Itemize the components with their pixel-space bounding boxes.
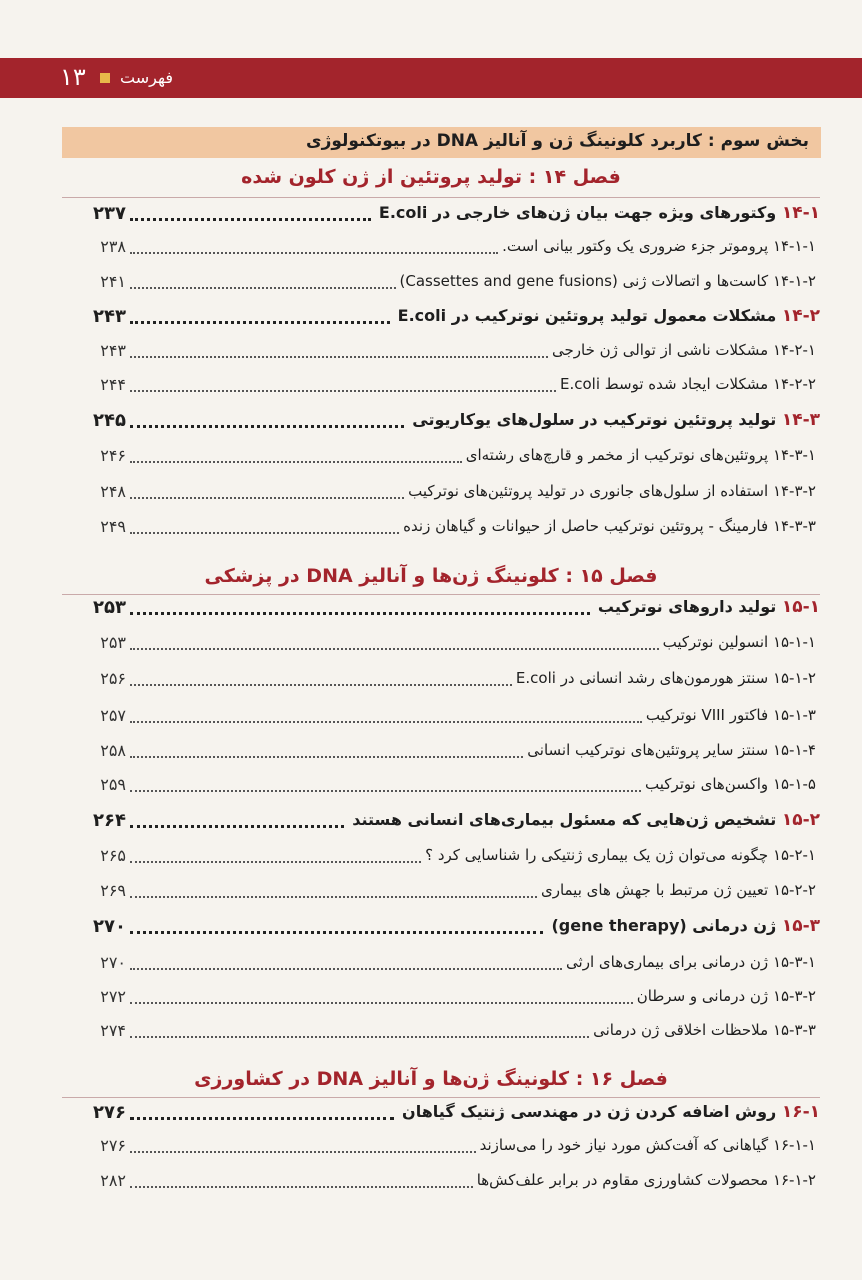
toc-entry[interactable] xyxy=(62,775,820,805)
toc-entry[interactable] xyxy=(62,1136,820,1166)
toc-text: ۱۴-۲ مشکلات معمول تولید پروتئین نوترکیب در E.coli xyxy=(397,306,820,326)
toc-text: ۱۴-۲-۱ مشکلات ناشی از توالی ژن خارجی xyxy=(552,341,816,359)
toc-entry[interactable] xyxy=(62,1102,820,1132)
leader-dots xyxy=(130,790,641,792)
toc-entry[interactable] xyxy=(62,881,820,911)
leader-dots xyxy=(130,825,344,828)
leader-dots xyxy=(130,321,390,324)
toc-text: ۱۴-۳-۱ پروتئین‌های نوترکیب از مخمر و قارچ‌های رشته‌ای xyxy=(465,446,816,464)
toc-entry[interactable] xyxy=(62,953,820,983)
toc-entry[interactable] xyxy=(62,741,820,771)
leader-dots xyxy=(130,252,498,254)
section-number: ۱۵-۳ xyxy=(781,916,820,936)
leader-dots xyxy=(130,1186,473,1188)
toc-text: ۱۴-۳-۳ فارمینگ - پروتئین نوترکیب حاصل از حیوانات و گیاهان زنده xyxy=(403,517,816,535)
toc-text: ۱۵-۱-۳ فاکتور VIII نوترکیب xyxy=(645,706,816,724)
toc-page: ۲۷۰ xyxy=(93,916,126,937)
toc-page: ۲۴۳ xyxy=(93,306,126,327)
section-title: بخش سوم : کاربرد کلونینگ ژن و آنالیز DNA در بیوتکنولوژی xyxy=(62,127,821,158)
toc-entry[interactable] xyxy=(62,517,820,547)
leader-dots xyxy=(130,497,404,499)
page-number: ۱۳ xyxy=(60,63,86,91)
toc-page: ۲۶۵ xyxy=(100,846,126,865)
toc-page: ۲۷۲ xyxy=(100,987,126,1006)
leader-dots xyxy=(130,1151,476,1153)
toc-entry[interactable] xyxy=(62,1021,820,1051)
toc-entry[interactable] xyxy=(62,669,820,699)
toc-entry[interactable] xyxy=(62,306,820,336)
toc-text: ۱۵-۲ تشخیص ژن‌هایی که مسئول بیماری‌های انسانی هستند xyxy=(352,810,820,830)
toc-text: ۱۵-۳-۳ ملاحظات اخلاقی ژن درمانی xyxy=(593,1021,816,1039)
toc-entry[interactable] xyxy=(62,987,820,1017)
leader-dots xyxy=(130,612,590,615)
section-number: ۱۴-۳ xyxy=(781,410,820,430)
toc-text: ۱۴-۱-۱ پروموتر جزء ضروری یک وکتور بیانی است. xyxy=(502,237,816,255)
toc-text: ۱۵-۱-۲ سنتز هورمون‌های رشد انسانی در E.coli xyxy=(515,669,816,687)
toc-entry[interactable] xyxy=(62,482,820,512)
toc-entry[interactable] xyxy=(62,916,820,946)
divider xyxy=(62,1097,820,1098)
section-number: ۱۵-۲ xyxy=(781,810,820,830)
divider xyxy=(62,594,820,595)
toc-page: ۲۸۲ xyxy=(100,1171,126,1190)
leader-dots xyxy=(130,931,543,934)
leader-dots xyxy=(130,218,371,221)
toc-text: ۱۵-۱-۵ واکسن‌های نوترکیب xyxy=(645,775,816,793)
toc-page: ۲۵۹ xyxy=(100,775,126,794)
leader-dots xyxy=(130,287,396,289)
toc-page: ۲۴۳ xyxy=(100,341,126,360)
toc-text: ۱۴-۳ تولید پروتئین نوترکیب در سلول‌های یوکاریوتی xyxy=(412,410,820,430)
toc-page: ۲۷۶ xyxy=(100,1136,126,1155)
leader-dots xyxy=(130,425,404,428)
toc-page: ۲۴۱ xyxy=(100,272,126,291)
leader-dots xyxy=(130,1002,633,1004)
toc-page: ۲۵۸ xyxy=(100,741,126,760)
toc-page: ۲۴۴ xyxy=(100,375,126,394)
toc-entry[interactable] xyxy=(62,810,820,840)
section-number: ۱۶-۱ xyxy=(781,1102,820,1122)
toc-page: ۲۵۷ xyxy=(100,706,126,725)
leader-dots xyxy=(130,390,556,392)
toc-entry[interactable] xyxy=(62,1171,820,1201)
toc-entry[interactable] xyxy=(62,597,820,627)
toc-entry[interactable] xyxy=(62,341,820,371)
toc-page: ۲۶۹ xyxy=(100,881,126,900)
leader-dots xyxy=(130,461,462,463)
toc-page: ۲۶۴ xyxy=(93,810,126,831)
leader-dots xyxy=(130,968,562,970)
toc-text: ۱۵-۲-۱ چگونه می‌توان ژن یک بیماری ژنتیکی را شناسایی کرد ؟ xyxy=(425,846,816,864)
chapter-title: فصل ۱۴ : تولید پروتئین از ژن کلون شده xyxy=(241,166,621,188)
toc-text: ۱۵-۳-۱ ژن درمانی برای بیماری‌های ارثی xyxy=(566,953,816,971)
toc-page: ۲۵۳ xyxy=(100,633,126,652)
leader-dots xyxy=(130,684,512,686)
section-number: ۱۴-۲ xyxy=(781,306,820,326)
toc-page: ۲۵۶ xyxy=(100,669,126,688)
toc-entry[interactable] xyxy=(62,410,820,440)
bullet-square-icon xyxy=(100,73,110,83)
toc-text: ۱۴-۱-۲ کاست‌ها و اتصالات ژنی (Cassettes and gene fusions) xyxy=(399,272,816,290)
leader-dots xyxy=(130,896,537,898)
toc-page: ۲۴۶ xyxy=(100,446,126,465)
divider xyxy=(62,197,820,198)
toc-text: ۱۶-۱-۱ گیاهانی که آفت‌کش مورد نیاز خود را می‌سازند xyxy=(479,1136,816,1154)
toc-entry[interactable] xyxy=(62,706,820,736)
toc-page: ۲۷۴ xyxy=(100,1021,126,1040)
leader-dots xyxy=(130,1036,589,1038)
toc-text: ۱۴-۲-۲ مشکلات ایجاد شده توسط E.coli xyxy=(560,375,816,393)
section-number: ۱۴-۱ xyxy=(781,203,820,223)
toc-page: ۲۷۶ xyxy=(93,1102,126,1123)
leader-dots xyxy=(130,1117,394,1120)
section-number: ۱۵-۱ xyxy=(781,597,820,617)
header-bar xyxy=(0,58,862,98)
toc-entry[interactable] xyxy=(62,846,820,876)
toc-page: ۲۷۰ xyxy=(100,953,126,972)
chapter-title: فصل ۱۶ : کلونینگ ژن‌ها و آنالیز DNA در کشاورزی xyxy=(194,1068,668,1090)
leader-dots xyxy=(130,648,659,650)
toc-entry[interactable] xyxy=(62,272,820,302)
toc-text: ۱۵-۱-۴ سنتز سایر پروتئین‌های نوترکیب انسانی xyxy=(527,741,816,759)
toc-text: ۱۵-۳ ژن درمانی (gene therapy) xyxy=(551,916,820,936)
toc-text: ۱۴-۳-۲ استفاده از سلول‌های جانوری در تولید پروتئین‌های نوترکیب xyxy=(408,482,816,500)
toc-text: ۱۴-۱ وکتورهای ویژه جهت بیان ژن‌های خارجی در E.coli xyxy=(378,203,820,223)
header-title: فهرست xyxy=(120,68,173,87)
toc-page: ۲۳۷ xyxy=(93,203,126,224)
toc-page: ۲۴۵ xyxy=(93,410,126,431)
toc-text: ۱۵-۳-۲ ژن درمانی و سرطان xyxy=(636,987,816,1005)
toc-page: ۲۴۹ xyxy=(100,517,126,536)
leader-dots xyxy=(130,721,642,723)
toc-text: ۱۶-۱-۲ محصولات کشاورزی مقاوم در برابر علف‌کش‌ها xyxy=(476,1171,816,1189)
toc-entry[interactable] xyxy=(62,237,820,267)
toc-text: ۱۵-۱ تولید داروهای نوترکیب xyxy=(597,597,820,617)
leader-dots xyxy=(130,861,421,863)
toc-entry[interactable] xyxy=(62,375,820,405)
leader-dots xyxy=(130,532,399,534)
toc-text: ۱۵-۱-۱ انسولین نوترکیب xyxy=(662,633,816,651)
leader-dots xyxy=(130,356,548,358)
toc-text: ۱۵-۲-۲ تعیین ژن مرتبط با جهش های بیماری xyxy=(540,881,816,899)
toc-text: ۱۶-۱ روش اضافه کردن ژن در مهندسی ژنتیک گیاهان xyxy=(402,1102,820,1122)
toc-entry[interactable] xyxy=(62,203,820,233)
toc-page: ۲۵۳ xyxy=(93,597,126,618)
toc-page: ۲۳۸ xyxy=(100,237,126,256)
toc-page: ۲۴۸ xyxy=(100,482,126,501)
toc-entry[interactable] xyxy=(62,633,820,663)
chapter-title: فصل ۱۵ : کلونینگ ژن‌ها و آنالیز DNA در پزشکی xyxy=(204,565,658,587)
leader-dots xyxy=(130,756,523,758)
toc-entry[interactable] xyxy=(62,446,820,476)
